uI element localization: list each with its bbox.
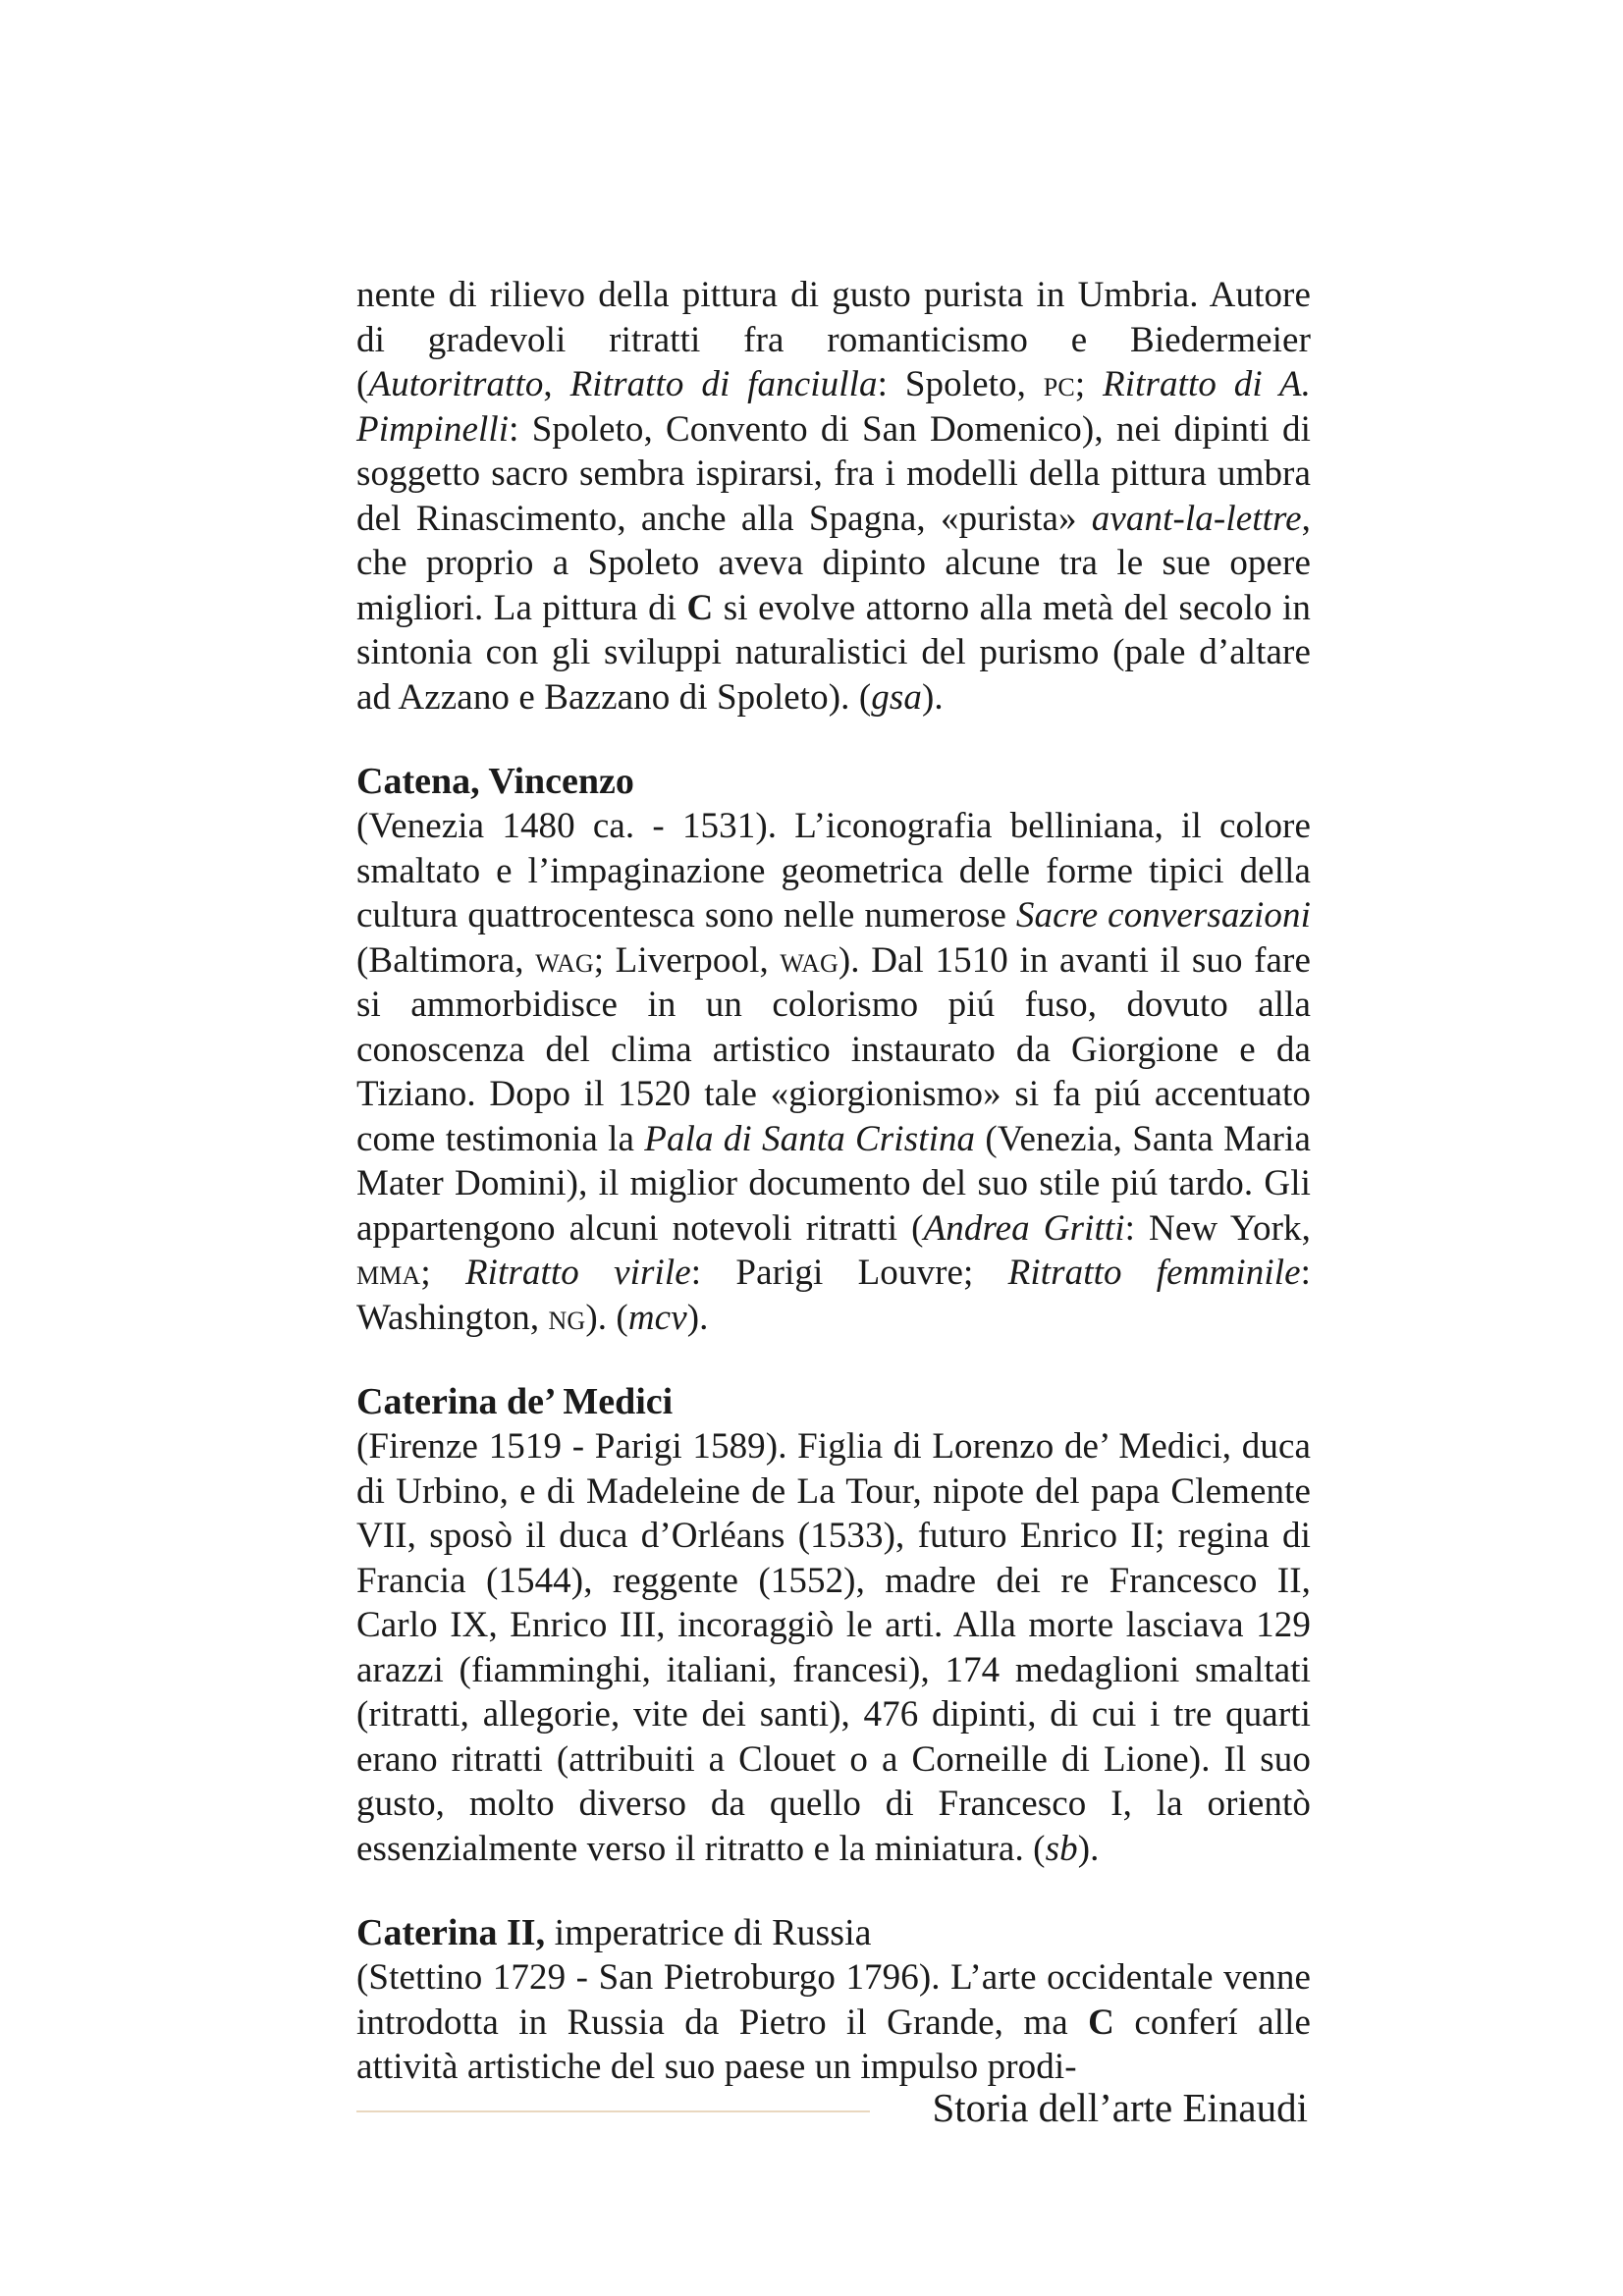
page-body bbox=[356, 273, 1311, 2090]
footer-title: Storia dell’arte Einaudi bbox=[932, 2085, 1308, 2130]
entry-body-caterina-ii: (Stettino 1729 - San Pietroburgo 1796). L’arte occidentale venne introdotta in Russia da Pietro il Grande, ma C conferí alle attività artistiche del suo paese un impulso prodi- bbox=[356, 1957, 1311, 2087]
entry-title-caterina-de-medici: Caterina de’ Medici bbox=[356, 1381, 674, 1422]
intro-paragraph: nente di rilievo della pittura di gusto purista in Umbria. Autore di gradevoli ritratti fra romanticismo e Biedermeier (Autoritratto, Ritratto di fanciulla: Spoleto, pc; Ritratto di A. Pimpinelli: Spoleto, Convento di San Domenico), nei dipinti di soggetto sacro sembra ispirarsi, fra i modelli della pittura umbra del Rinascimento, anche alla Spagna, «purista» avant-la-lettre, che proprio a Spoleto aveva dipinto alcune tra le sue opere migliori. La pittura di C si evolve attorno alla metà del secolo in sintonia con gli sviluppi naturalistici del purismo (pale d’altare ad Azzano e Bazzano di Spoleto). (gsa). bbox=[356, 275, 1312, 718]
footer-rule bbox=[356, 2110, 870, 2112]
entry-title-caterina-ii: Caterina II, imperatrice di Russia bbox=[356, 1912, 872, 1953]
entry-body-catena: (Venezia 1480 ca. - 1531). L’iconografia belliniana, il colore smaltato e l’impaginazione geometrica delle forme tipici della cultura quattrocentesca sono nelle numerose Sacre conversazioni (Baltimora, wag; Liverpool, wag). Dal 1510 in avanti il suo fare si ammorbidisce in un colorismo piú fuso, dovuto alla conoscenza del clima artistico instaurato da Giorgione e da Tiziano. Dopo il 1520 tale «giorgionismo» si fa piú accentuato come testimonia la Pala di Santa Cristina (Venezia, Santa Maria Mater Domini), il miglior documento del suo stile piú tardo. Gli appartengono alcuni notevoli ritratti (Andrea Gritti: New York, mma; Ritratto virile: Parigi Louvre; Ritratto femminile: Washington, ng). (mcv). bbox=[356, 806, 1311, 1338]
entry-body-caterina-de-medici: (Firenze 1519 - Parigi 1589). Figlia di Lorenzo de’ Medici, duca di Urbino, e di Madeleine de La Tour, nipote del papa Clemente VII, sposò il duca d’Orléans (1533), futuro Enrico II; regina di Francia (1544), reggente (1552), madre dei re Francesco II, Carlo IX, Enrico III, incoraggiò le arti. Alla morte lasciava 129 arazzi (fiamminghi, italiani, francesi), 174 medaglioni smaltati (ritratti, allegorie, vite dei santi), 476 dipinti, di cui i tre quarti erano ritratti (attribuiti a Clouet o a Corneille di Lione). Il suo gusto, molto diverso da quello di Francesco I, la orientò essenzialmente verso il ritratto e la miniatura. (sb). bbox=[356, 1426, 1311, 1869]
entry-title-catena: Catena, Vincenzo bbox=[356, 761, 634, 802]
